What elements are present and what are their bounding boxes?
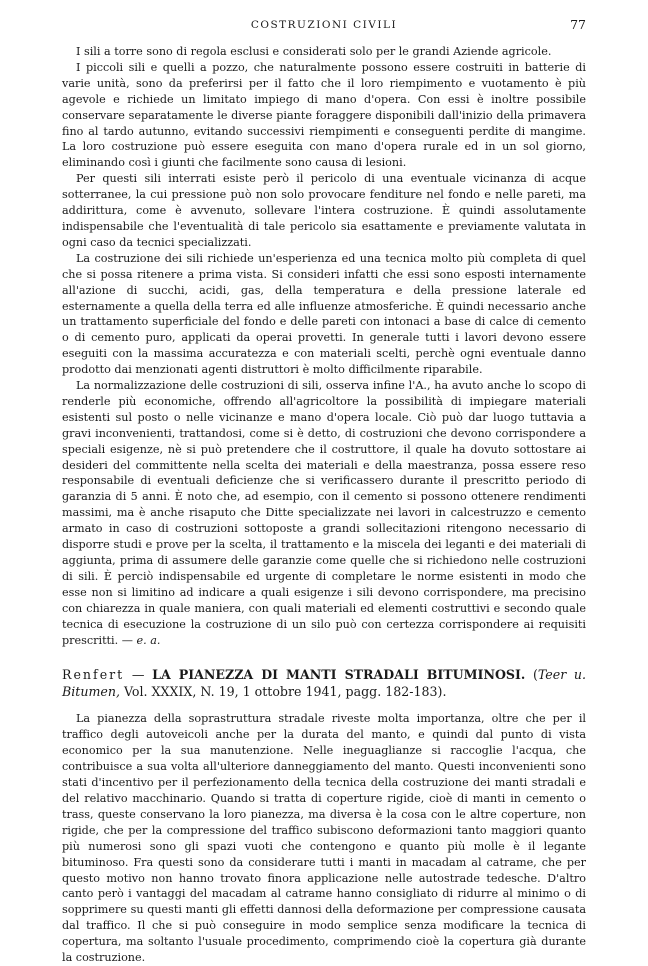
paragraph: I piccoli sili e quelli a pozzo, che naturalmente possono essere costruiti in batterie di varie unità, sono da preferirsi per il fatto che il loro riempimento e vuotamento è più agevole e richiede un limitato impiego di mano d'opera. Con essi è inoltre possibile conservare separatamente le diverse piante foraggere disponibili dall'inizio della primavera fino al tardo autunno, evitando successivi riempimenti e conseguenti perdite di mangime. La loro costruzione può essere eseguita con mano d'opera rurale ed in un sol giorno, eliminando così i giunti che facilmente sono causa di lesioni. — [62, 60, 586, 170]
body-text — [62, 44, 586, 966]
running-title: COSTRUZIONI CIVILI — [250, 19, 398, 31]
reviewer-initials: e. a. — [136, 633, 161, 647]
paragraph: La costruzione dei sili richiede un'esperienza ed una tecnica molto più completa di quel che si possa ritenere a prima vista. Si consideri infatti che essi sono esposti internamente all'azione di succhi, acidi, gas, della temperatura e della pressione laterale ed esternamente a quella della terra ed alle influenze atmosferiche. È quindi necessario anche un trattamento superficiale del fondo e delle pareti con intonaci a base di calce di cemento o di cemento puro, applicati da operai provetti. In generale tutti i lavori devono essere eseguiti con la massima accuratezza e con materiali scelti, perchè ogni eventuale danno prodotto dai menzionati agenti distruttori è molto difficilmente riparabile. — [62, 251, 586, 377]
source-open: ( — [532, 667, 538, 683]
paragraph-text: La normalizzazione delle costruzioni di sili, osserva infine l'A., ha avuto anche lo scopo di renderle più economiche, offrendo all'agricoltore la possibilità di impiegare materiali esistenti sul posto o nelle vicinanze e mano d'opera locale. Ciò può dar luogo tuttavia a gravi inconvenienti, trattandosi, come si è detto, di costruzioni che devono corrispondere a speciali esigenze, nè si può pretendere che il costruttore, il quale ha dovuto sottostare ai desideri del committente nella scelta dei materiali e della maestranza, possa essere reso responsabile di eventuali deficienze che si verificassero durante il prescritto periodo di garanzia di 5 anni. È noto che, ad esempio, con il cemento si possono ottenere rendimenti massimi, ma è anche risaputo che Ditte specializzate nei lavori in calcestruzzo e cemento armato in caso di costruzioni sottoposte a grandi sollecitazioni ritengono necessario di disporre studi e prove per la scelta, il trattamento e la miscela dei leganti e dei materiali di aggiunta, prima di assumere delle garanzie come quelle che si richiedono nelle costruzioni di sili. È perciò indispensabile ed urgente di completare le norme esistenti in modo che esse non si limitino ad indicare a quali esigenze i sili devono corrispondere, ma precisino con chiarezza in quale maniera, con quali materiali ed elementi costruttivi e secondo quale tecnica di esecuzione la costruzione di un silo può con certezza corrispondere ai requisiti prescritti. — — [62, 379, 586, 647]
article-title: LA PIANEZZA DI MANTI STRADALI BITUMINOSI. — [152, 667, 526, 683]
article-author: Renfert — [62, 667, 125, 683]
source-journal: Teer u. Bitumen, — [62, 667, 586, 700]
running-header — [62, 14, 586, 36]
article-body: La pianezza della soprastruttura stradale riveste molta importanza, oltre che per il traffico degli autoveicoli anche per la durata del manto, e quindi dal punto di vista economico per la sua manutenzione. Nelle ineguaglianze si raccoglie l'acqua, che contribuisce a sua volta all'ulteriore danneggiamento del manto. Questi inconvenienti sono stati d'incentivo per il perfezionamento della tecnica della costruzione dei manti stradali e del relativo macchinario. Quando si tratta di coperture rigide, cioè di manti in cemento o trass, queste conservano la loro pianezza, ma diversa è la cosa con le altre coperture, non rigide, che per la compressione del traffico subiscono deformazioni tanto maggiori quanto più numerosi sono gli spazi vuoti che contengono e quanto più molle è il legante bituminoso. Fra questi sono da considerare tutti i manti in macadam al catrame, che per questo motivo non hanno trovato finora applicazione nelle autostrade tedesche. D'altro canto però i vantaggi del macadam al catrame hanno consigliato di ridurre al minimo o di sopprimere su questi manti gli effetti dannosi della deformazione per compressione causata dal traffico. Il che si può conseguire in modo semplice senza modificare la tecnica di copertura, ma soltanto l'usuale procedimento, comprimendo cioè la copertura già durante la costruzione. — [62, 712, 586, 965]
paragraph: I sili a torre sono di regola esclusi e considerati solo per le grandi Aziende agricole. — [76, 45, 552, 58]
page-number: 77 — [570, 17, 586, 32]
paragraph — [62, 378, 586, 648]
source-details: Vol. XXXIX, N. 19, 1 ottobre 1941, pagg. 182-183). — [123, 684, 447, 700]
heading-separator: — — [124, 667, 153, 683]
article-heading — [62, 666, 586, 700]
paragraph: Per questi sili interrati esiste però il pericolo di una eventuale vicinanza di acque sotterranee, la cui pressione può non solo provocare fenditure nel fondo e nelle pareti, ma addirittura, come è avvenuto, sollevare l'intera costruzione. È quindi assolutamente indispensabile che l'eventualità di tale pericolo sia esattamente e previamente valutata in ogni caso da tecnici specializzati. — [62, 172, 586, 249]
